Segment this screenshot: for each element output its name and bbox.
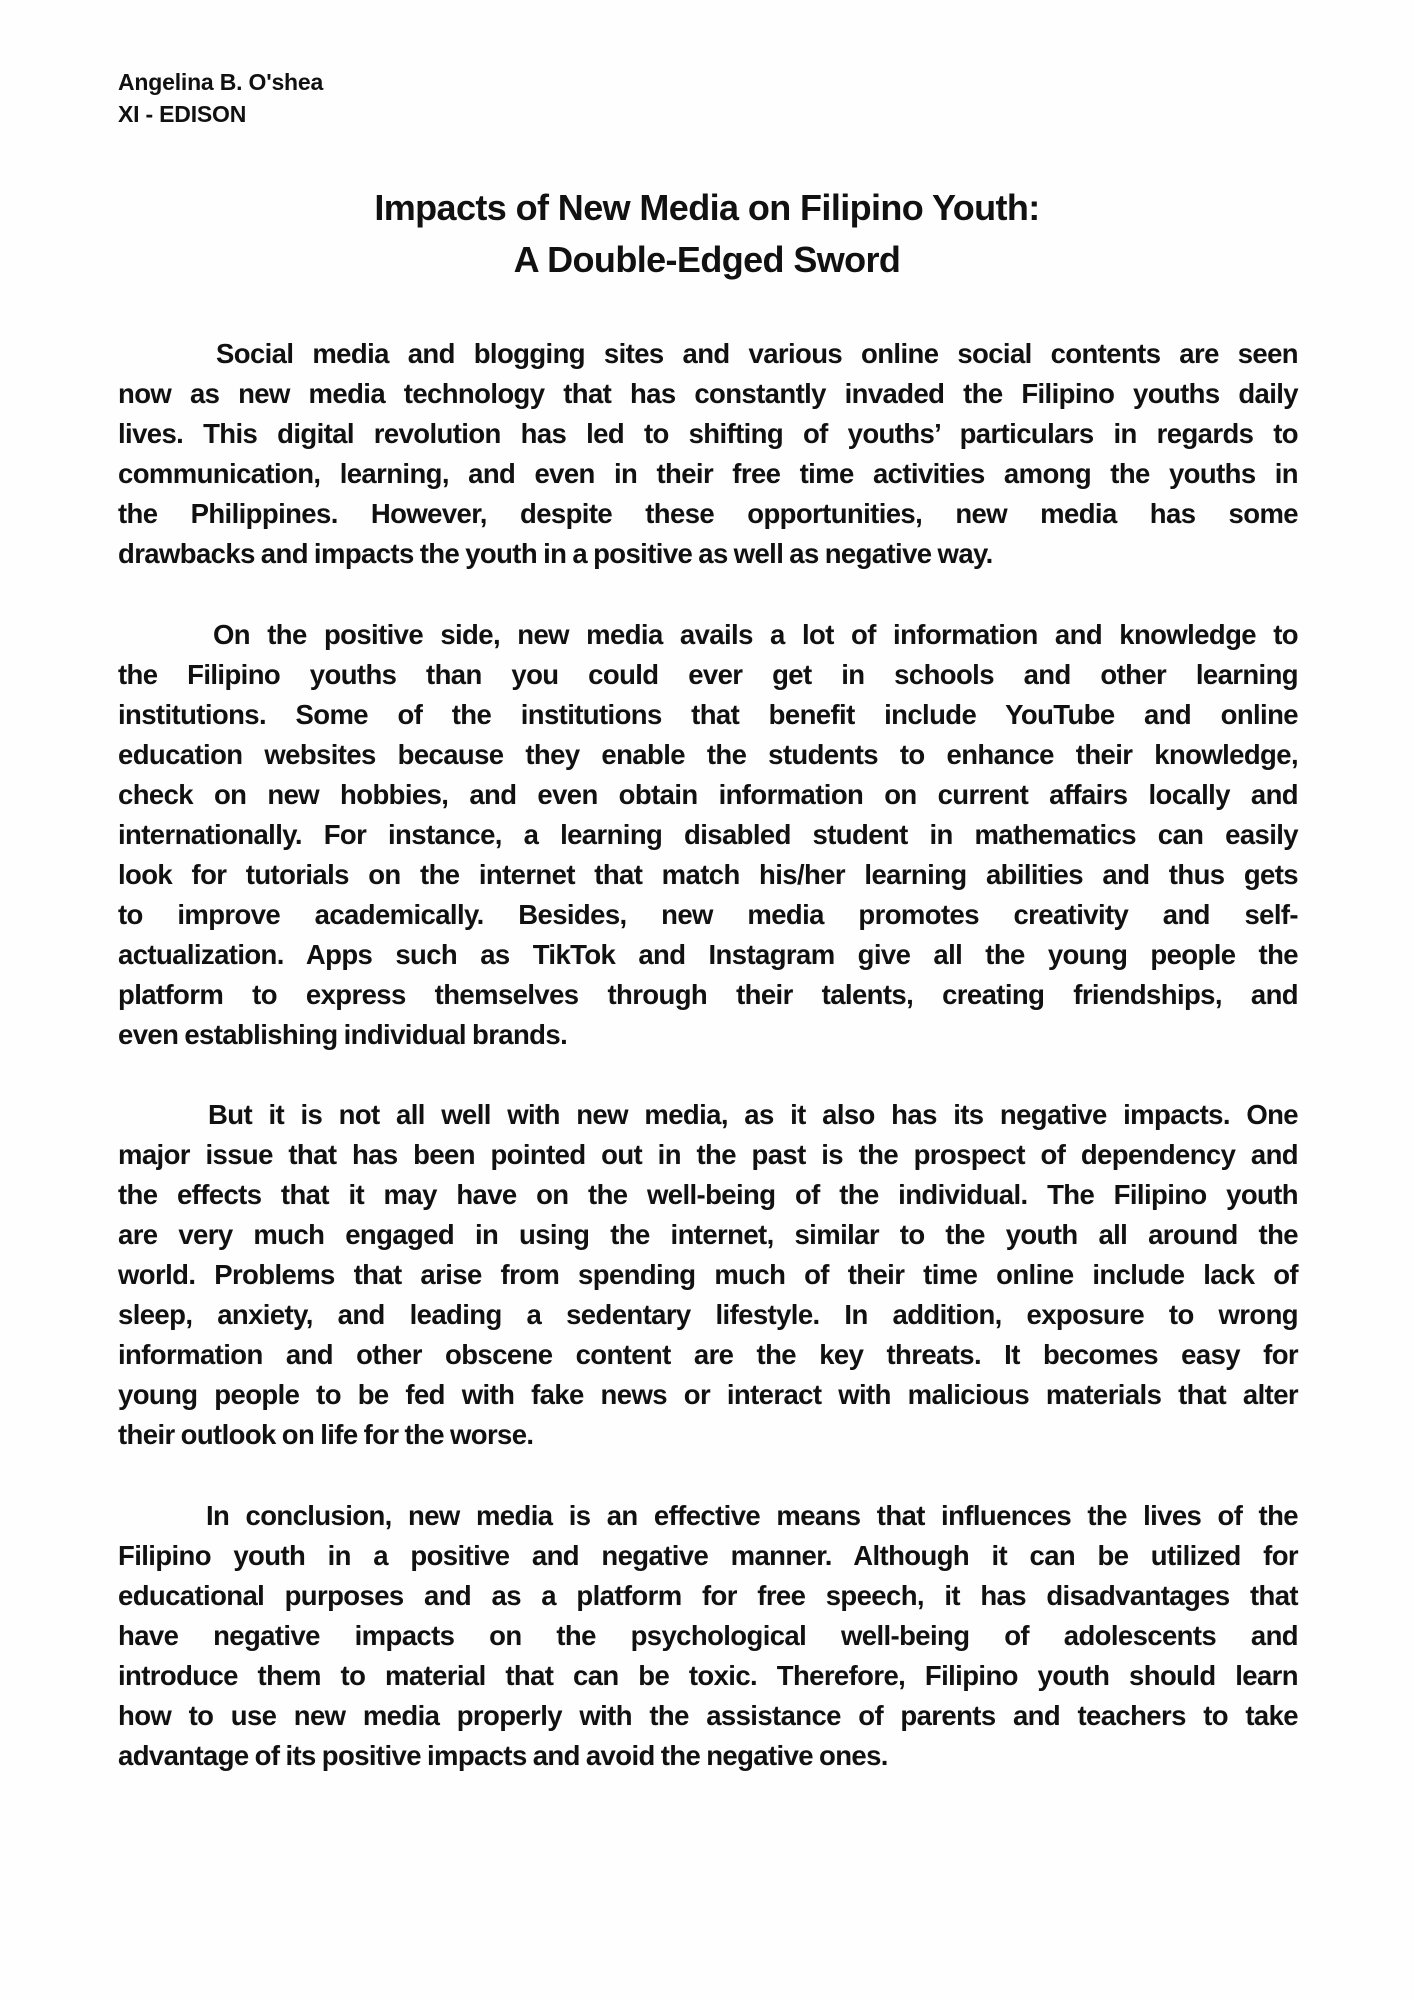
text-line: lives. This digital revolution has led to shifting of youths’ particulars in regards to <box>118 418 1298 449</box>
text-line: platform to express themselves through their talents, creating friendships, and <box>118 979 1298 1010</box>
text-line: actualization. Apps such as TikTok and Instagram give all the young people the <box>118 939 1298 970</box>
text-line: drawbacks and impacts the youth in a positive as well as negative way. <box>118 538 993 569</box>
text-line: Social media and blogging sites and various online social contents are seen <box>216 338 1298 369</box>
text-line: the Filipino youths than you could ever get in schools and other learning <box>118 659 1298 690</box>
text-line: young people to be fed with fake news or interact with malicious materials that alter <box>118 1379 1298 1410</box>
text-line: to improve academically. Besides, new media promotes creativity and self- <box>118 899 1298 930</box>
author-header <box>118 66 323 130</box>
text-line: institutions. Some of the institutions that benefit include YouTube and online <box>118 699 1298 730</box>
text-line: introduce them to material that can be toxic. Therefore, Filipino youth should learn <box>118 1660 1298 1691</box>
text-line: Filipino youth in a positive and negative manner. Although it can be utilized for <box>118 1540 1298 1571</box>
text-line: now as new media technology that has constantly invaded the Filipino youths daily <box>118 378 1298 409</box>
text-line: look for tutorials on the internet that match his/her learning abilities and thus gets <box>118 859 1298 890</box>
text-line: educational purposes and as a platform for free speech, it has disadvantages that <box>118 1580 1298 1611</box>
title-line-2: A Double-Edged Sword <box>513 239 901 280</box>
title-line-1: Impacts of New Media on Filipino Youth: <box>374 187 1040 228</box>
text-line: check on new hobbies, and even obtain information on current affairs locally and <box>118 779 1298 810</box>
paragraph-negative-side <box>118 1095 1298 1455</box>
text-line: major issue that has been pointed out in the past is the prospect of dependency and <box>118 1139 1298 1170</box>
author-name: Angelina B. O'shea <box>118 69 324 95</box>
paragraph-introduction <box>118 334 1298 574</box>
text-line: But it is not all well with new media, as it also has its negative impacts. One <box>208 1099 1298 1130</box>
text-line: education websites because they enable the students to enhance their knowledge, <box>118 739 1298 770</box>
text-line: how to use new media properly with the assistance of parents and teachers to take <box>118 1700 1298 1731</box>
text-line: even establishing individual brands. <box>118 1019 568 1050</box>
text-line: information and other obscene content are the key threats. It becomes easy for <box>118 1339 1298 1370</box>
text-line: internationally. For instance, a learning disabled student in mathematics can easily <box>118 819 1298 850</box>
text-line: the Philippines. However, despite these opportunities, new media has some <box>118 498 1298 529</box>
text-line: advantage of its positive impacts and avoid the negative ones. <box>118 1740 888 1771</box>
text-line: have negative impacts on the psychological well-being of adolescents and <box>118 1620 1298 1651</box>
text-line: In conclusion, new media is an effective means that influences the lives of the <box>206 1500 1298 1531</box>
essay-title <box>0 182 1414 286</box>
class-section: XI - EDISON <box>118 101 247 127</box>
paragraph-positive-side <box>118 615 1298 1055</box>
text-line: sleep, anxiety, and leading a sedentary lifestyle. In addition, exposure to wrong <box>118 1299 1298 1330</box>
paragraph-conclusion <box>118 1496 1298 1776</box>
text-line: the effects that it may have on the well-being of the individual. The Filipino youth <box>118 1179 1298 1210</box>
text-line: their outlook on life for the worse. <box>118 1419 534 1450</box>
text-line: On the positive side, new media avails a lot of information and knowledge to <box>213 619 1298 650</box>
text-line: are very much engaged in using the internet, similar to the youth all around the <box>118 1219 1298 1250</box>
text-line: world. Problems that arise from spending much of their time online include lack of <box>118 1259 1298 1290</box>
text-line: communication, learning, and even in their free time activities among the youths in <box>118 458 1298 489</box>
